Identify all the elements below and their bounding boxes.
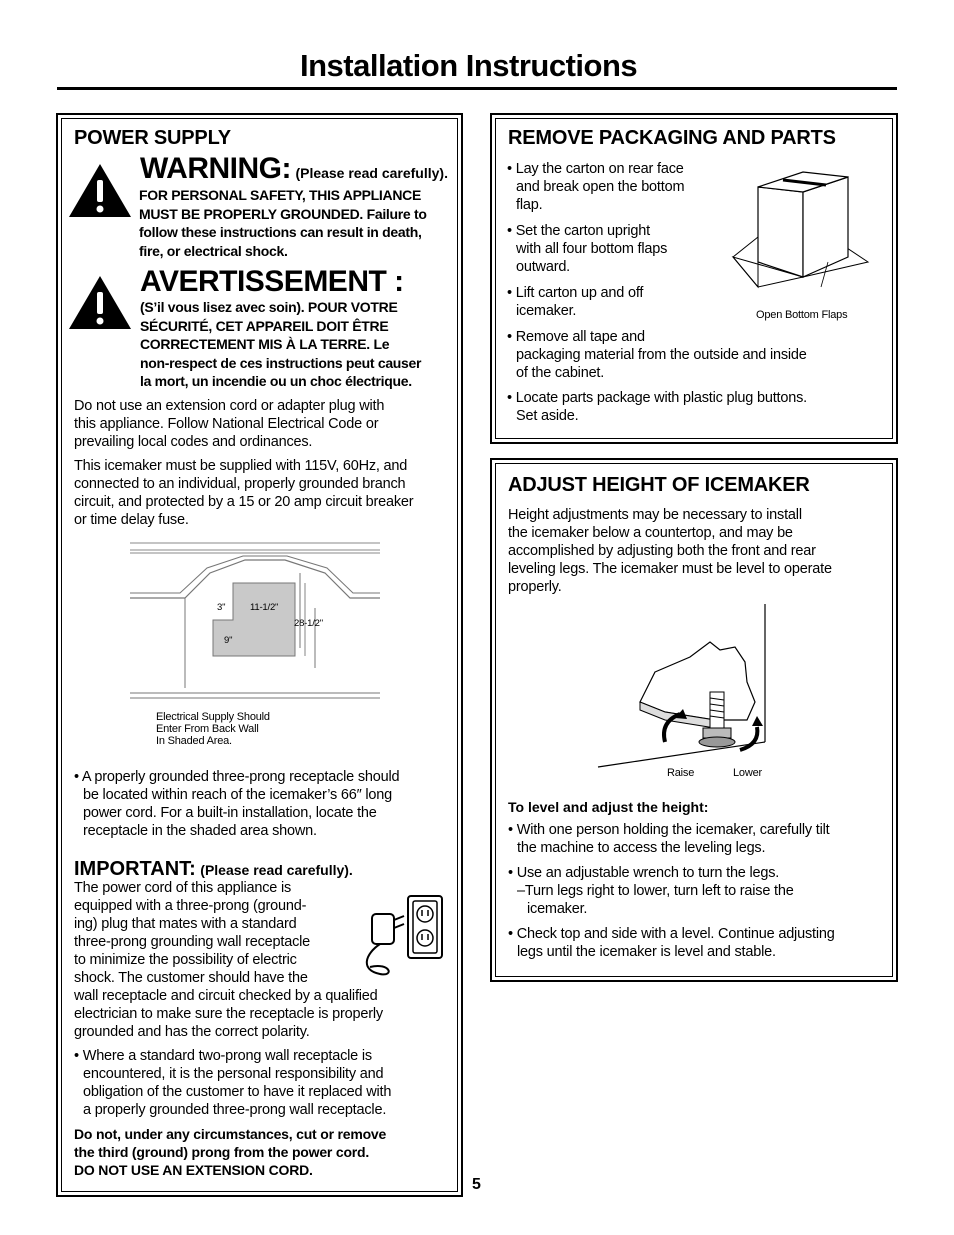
bullet-line: legs until the icemaker is level and stable. bbox=[517, 944, 776, 960]
diagram-caption bbox=[156, 711, 270, 747]
bullet-line: –Turn legs right to lower, turn left to raise the bbox=[517, 883, 794, 899]
important-line: three-prong grounding wall receptacle bbox=[74, 934, 311, 950]
para-line: Do not use an extension cord or adapter plug with bbox=[74, 398, 385, 414]
packaging-bullets-bottom bbox=[507, 328, 887, 425]
bullet-line: • Set the carton upright bbox=[507, 223, 650, 239]
cabinet-cutout-diagram bbox=[125, 538, 385, 708]
warning-title: WARNING: bbox=[140, 152, 291, 185]
intro-line: accomplished by adjusting both the front and rear bbox=[508, 543, 816, 559]
bullet-line: • Check top and side with a level. Continue adjusting bbox=[508, 926, 835, 942]
bullet-line: • Remove all tape and bbox=[507, 329, 645, 345]
para-line: or time delay fuse. bbox=[74, 512, 189, 528]
bullet-line: the machine to access the leveling legs. bbox=[517, 840, 766, 856]
plug-outlet-icon bbox=[350, 892, 450, 982]
power-supply-heading: POWER SUPPLY bbox=[74, 127, 231, 149]
level-adjust-subhead: To level and adjust the height: bbox=[508, 799, 709, 815]
two-prong-bullet bbox=[74, 1047, 454, 1119]
extension-cord-paragraph bbox=[74, 397, 454, 451]
intro-line: properly. bbox=[508, 579, 562, 595]
carton-illustration bbox=[728, 162, 878, 312]
warning-note: (Please read carefully). bbox=[295, 165, 448, 181]
para-line: prevailing local codes and ordinances. bbox=[74, 434, 313, 450]
important-title-row bbox=[74, 858, 353, 881]
adjust-height-intro bbox=[508, 506, 888, 596]
page-number: 5 bbox=[472, 1176, 481, 1193]
important-line: wall receptacle and circuit checked by a qualified bbox=[74, 988, 378, 1004]
avertissement-line: la mort, un incendie ou un choc électrique. bbox=[140, 373, 412, 389]
adjust-height-heading: ADJUST HEIGHT OF ICEMAKER bbox=[508, 474, 810, 496]
remove-packaging-heading: REMOVE PACKAGING AND PARTS bbox=[508, 127, 836, 149]
bullet-line: • Lift carton up and off bbox=[507, 285, 644, 301]
dim-11-label: 11-1/2" bbox=[250, 602, 279, 613]
para-line: connected to an individual, properly grounded branch bbox=[74, 476, 406, 492]
important-text-long bbox=[74, 987, 454, 1041]
bullet-line: • Locate parts package with plastic plug buttons. bbox=[507, 390, 807, 406]
important-line: electrician to make sure the receptacle is properly bbox=[74, 1006, 383, 1022]
dim-3-label: 3" bbox=[217, 602, 226, 613]
important-line: equipped with a three-prong (ground- bbox=[74, 898, 307, 914]
bullet-line: outward. bbox=[516, 259, 571, 275]
warning-text bbox=[139, 186, 457, 260]
important-line: grounded and has the correct polarity. bbox=[74, 1024, 310, 1040]
caption-line: Enter From Back Wall bbox=[156, 723, 259, 735]
bullet-line: flap. bbox=[516, 197, 543, 213]
important-text-short bbox=[74, 879, 364, 987]
important-note: (Please read carefully). bbox=[200, 862, 353, 878]
packaging-bullet-5 bbox=[507, 389, 887, 425]
warning-title-row bbox=[140, 154, 448, 184]
important-line: ing) plug that mates with a standard bbox=[74, 916, 297, 932]
dim-9-label: 9" bbox=[224, 635, 233, 646]
bullet-line: a properly grounded three-prong wall receptacle. bbox=[83, 1102, 387, 1118]
bullet-line: • Use an adjustable wrench to turn the legs. bbox=[508, 865, 780, 881]
final-warning-line: the third (ground) prong from the power cord. bbox=[74, 1144, 370, 1160]
important-line: The power cord of this appliance is bbox=[74, 880, 292, 896]
packaging-bullet-1 bbox=[507, 160, 727, 214]
packaging-bullet-4 bbox=[507, 328, 887, 382]
packaging-bullets-top bbox=[507, 160, 727, 320]
para-line: circuit, and protected by a 15 or 20 amp circuit breaker bbox=[74, 494, 414, 510]
supply-spec-paragraph bbox=[74, 457, 454, 529]
important-title: IMPORTANT: bbox=[74, 858, 196, 880]
final-warning-line: DO NOT USE AN EXTENSION CORD. bbox=[74, 1162, 313, 1178]
final-warning bbox=[74, 1125, 454, 1179]
important-line: shock. The customer should have the bbox=[74, 970, 308, 986]
dim-28-label: 28-1/2" bbox=[294, 618, 323, 629]
bullet-line: • With one person holding the icemaker, carefully tilt bbox=[508, 822, 830, 838]
bullet-line: icemaker. bbox=[516, 303, 577, 319]
lower-label: Lower bbox=[733, 767, 762, 779]
avertissement-line: SÉCURITÉ, CET APPAREIL DOIT ÊTRE bbox=[140, 317, 389, 334]
leveling-leg-illustration bbox=[595, 602, 775, 772]
intro-line: the icemaker below a countertop, and may be bbox=[508, 525, 793, 541]
page-title: Installation Instructions bbox=[300, 48, 638, 83]
final-warning-line: Do not, under any circumstances, cut or remove bbox=[74, 1126, 387, 1142]
bullet-line: icemaker. bbox=[527, 901, 588, 917]
bullet-line: and break open the bottom bbox=[516, 179, 685, 195]
adjust-bullets bbox=[508, 821, 888, 961]
bullet-line: obligation of the customer to have it replaced with bbox=[83, 1084, 392, 1100]
bullet-line: • A properly grounded three-prong receptacle should bbox=[74, 769, 400, 785]
warning-line: fire, or electrical shock. bbox=[139, 242, 288, 259]
caption-line: Electrical Supply Should bbox=[156, 711, 270, 723]
adjust-bullet-2 bbox=[508, 864, 888, 918]
packaging-bullet-2 bbox=[507, 222, 727, 276]
raise-label: Raise bbox=[667, 767, 695, 779]
warning-triangle-icon bbox=[68, 162, 132, 218]
warning-line: MUST BE PROPERLY GROUNDED. Failure to bbox=[139, 205, 427, 222]
important-line: to minimize the possibility of electric bbox=[74, 952, 297, 968]
bullet-line: • Lay the carton on rear face bbox=[507, 161, 684, 177]
packaging-bullet-3 bbox=[507, 284, 727, 320]
avertissement-triangle-icon bbox=[68, 274, 132, 330]
bullet-line: • Where a standard two-prong wall receptacle is bbox=[74, 1048, 372, 1064]
warning-line: follow these instructions can result in death, bbox=[139, 224, 422, 240]
adjust-bullet-3 bbox=[508, 925, 888, 961]
intro-line: leveling legs. The icemaker must be level to operate bbox=[508, 561, 832, 577]
para-line: this appliance. Follow National Electrical Code or bbox=[74, 416, 379, 432]
warning-line: FOR PERSONAL SAFETY, THIS APPLIANCE bbox=[139, 187, 421, 203]
avertissement-line: CORRECTEMENT MIS À LA TERRE. Le bbox=[140, 336, 390, 352]
bullet-line: be located within reach of the icemaker’s 66″ long bbox=[83, 787, 392, 803]
intro-line: Height adjustments may be necessary to install bbox=[508, 507, 802, 523]
open-bottom-flaps-label: Open Bottom Flaps bbox=[756, 309, 848, 321]
bullet-line: Set aside. bbox=[516, 408, 579, 424]
adjust-bullet-1 bbox=[508, 821, 888, 857]
receptacle-bullet bbox=[74, 768, 454, 840]
para-line: This icemaker must be supplied with 115V, 60Hz, and bbox=[74, 458, 408, 474]
title-rule bbox=[57, 87, 897, 90]
bullet-line: with all four bottom flaps bbox=[516, 241, 668, 257]
bullet-line: encountered, it is the personal responsibility and bbox=[83, 1066, 384, 1082]
avertissement-line: (S’il vous lisez avec soin). POUR VOTRE bbox=[140, 299, 398, 315]
caption-line: In Shaded Area. bbox=[156, 735, 232, 747]
bullet-line: of the cabinet. bbox=[516, 365, 605, 381]
bullet-line: packaging material from the outside and inside bbox=[516, 347, 807, 363]
avertissement-title: AVERTISSEMENT : bbox=[140, 265, 404, 298]
bullet-line: power cord. For a built-in installation, locate the bbox=[83, 805, 377, 821]
avertissement-line: non-respect de ces instructions peut causer bbox=[140, 354, 422, 371]
avertissement-text bbox=[140, 298, 458, 391]
bullet-line: receptacle in the shaded area shown. bbox=[83, 823, 317, 839]
